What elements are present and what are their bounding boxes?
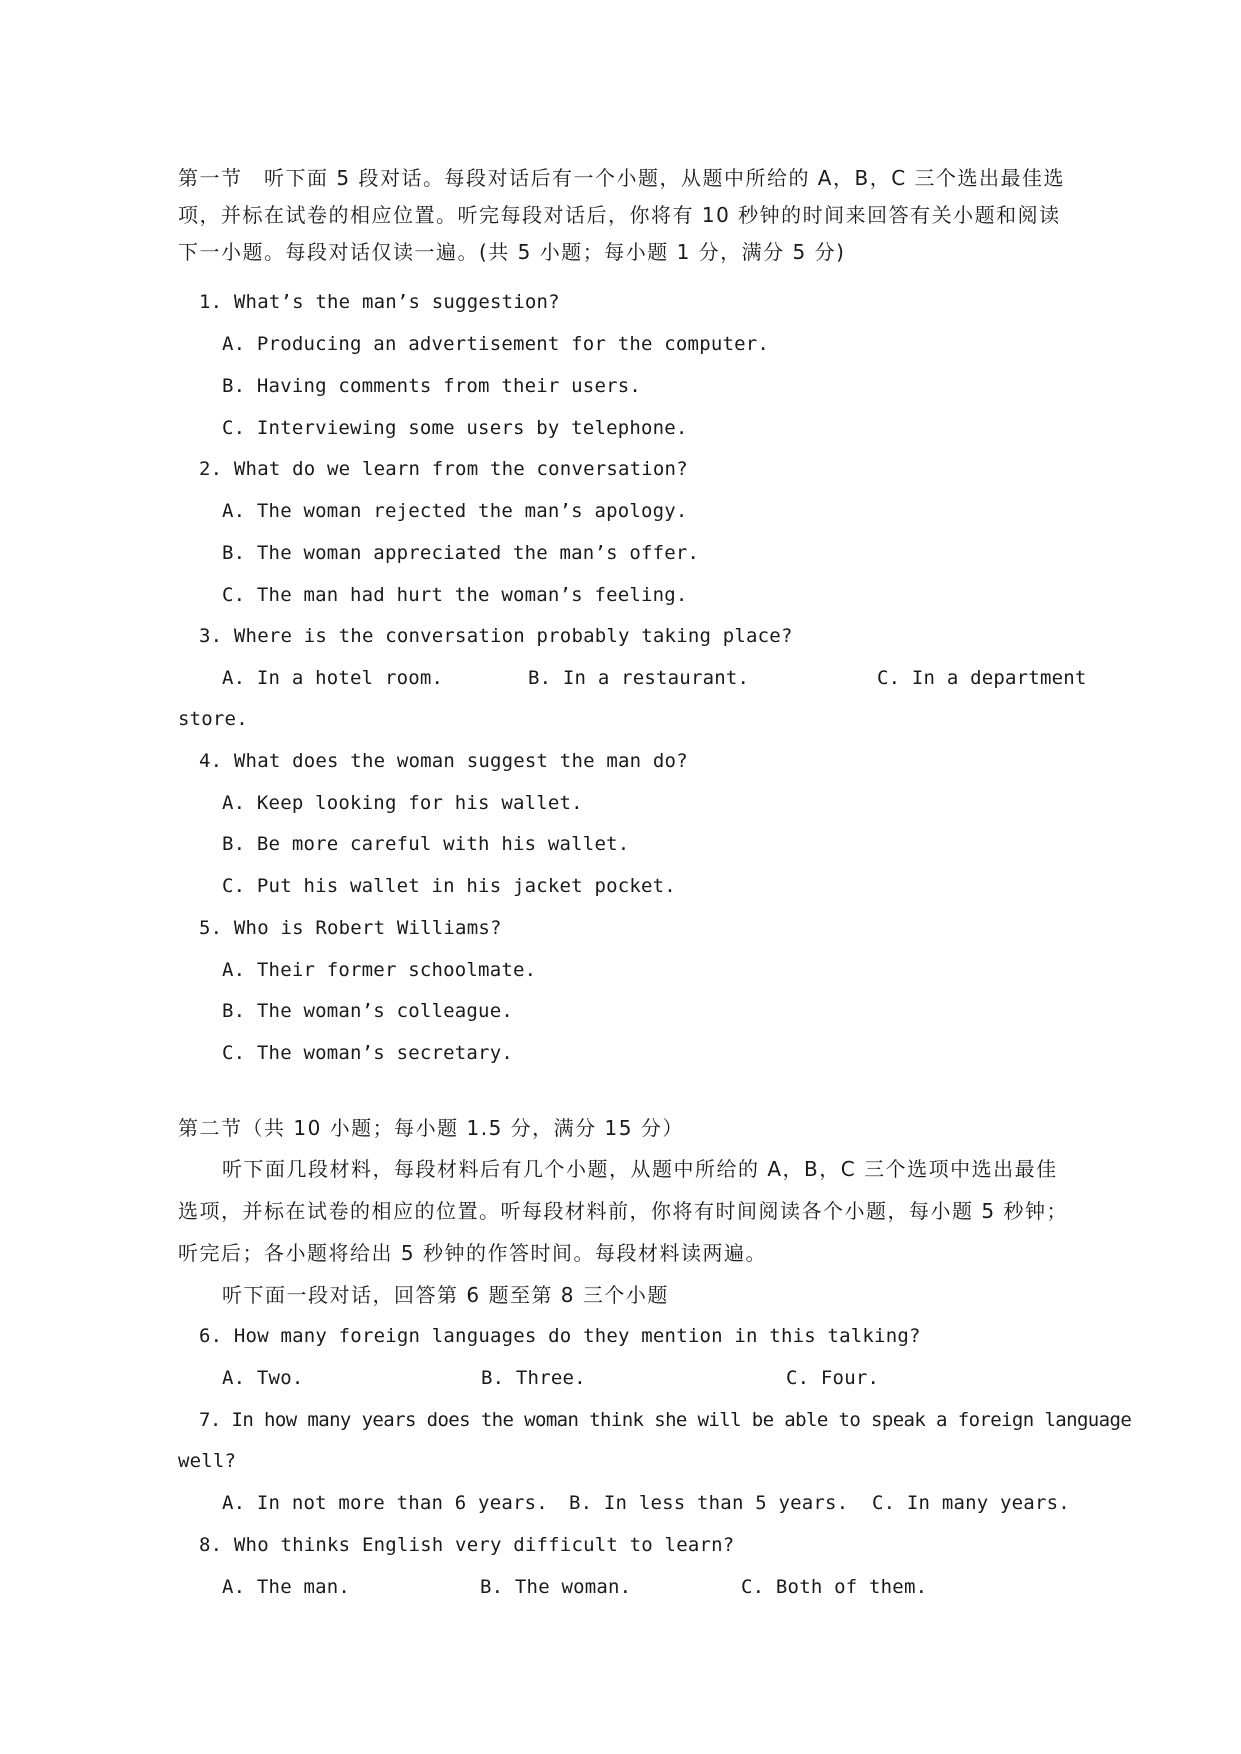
q7-option-a: A. In not more than 6 years. <box>222 1492 548 1514</box>
q2-option-b: B. The woman appreciated the man’s offer. <box>222 542 700 564</box>
question-2: 2. What do we learn from the conversation? <box>199 458 688 480</box>
q3-option-c-wrap: store. <box>178 708 248 730</box>
question-6: 6. How many foreign languages do they mention in this talking? <box>199 1325 921 1347</box>
question-3: 3. Where is the conversation probably taking place? <box>199 625 793 647</box>
q8-option-a: A. The man. <box>222 1576 351 1598</box>
question-8: 8. Who thinks English very difficult to learn? <box>199 1534 735 1556</box>
q6-option-c: C. Four. <box>786 1367 880 1389</box>
question-1: 1. What’s the man’s suggestion? <box>199 291 560 313</box>
q7-option-b: B. In less than 5 years. <box>569 1492 849 1514</box>
q1-option-a: A. Producing an advertisement for the computer. <box>222 333 770 355</box>
q7-option-c: C. In many years. <box>872 1492 1070 1514</box>
q4-option-c: C. Put his wallet in his jacket pocket. <box>222 875 676 897</box>
q4-option-a: A. Keep looking for his wallet. <box>222 792 583 814</box>
question-5: 5. Who is Robert Williams? <box>199 917 502 939</box>
q7-question-wrap: well? <box>178 1450 237 1472</box>
q3-option-b: B. In a restaurant. <box>528 667 750 689</box>
q8-option-b: B. The woman. <box>480 1576 632 1598</box>
q2-option-c: C. The man had hurt the woman’s feeling. <box>222 584 688 606</box>
question-4: 4. What does the woman suggest the man do? <box>199 750 688 772</box>
section2-intro-line-3: 听完后；各小题将给出 5 秒钟的作答时间。每段材料读两遍。 <box>178 1241 767 1265</box>
question-7: 7. In how many years does the woman think she will be able to speak a foreign language <box>199 1409 1132 1431</box>
section1-intro-line-2: 项，并标在试卷的相应位置。听完每段对话后，你将有 10 秒钟的时间来回答有关小题和阅读 <box>178 203 1061 227</box>
q5-option-c: C. The woman’s secretary. <box>222 1042 513 1064</box>
q6-option-b: B. Three. <box>481 1367 586 1389</box>
section2-intro-line-1: 听下面几段材料，每段材料后有几个小题，从题中所给的 A，B，C 三个选项中选出最佳 <box>222 1157 1058 1181</box>
q2-option-a: A. The woman rejected the man’s apology. <box>222 500 688 522</box>
q3-option-a: A. In a hotel room. <box>222 667 444 689</box>
section2-instruction: 听下面一段对话，回答第 6 题至第 8 三个小题 <box>222 1283 669 1307</box>
q3-option-c: C. In a department <box>877 667 1087 689</box>
q8-option-c: C. Both of them. <box>741 1576 928 1598</box>
section1-intro-line-1: 第一节 听下面 5 段对话。每段对话后有一个小题，从题中所给的 A，B，C 三个选出最佳选 <box>178 166 1066 190</box>
q1-option-b: B. Having comments from their users. <box>222 375 642 397</box>
q6-option-a: A. Two. <box>222 1367 304 1389</box>
section2-heading: 第二节（共 10 小题；每小题 1.5 分，满分 15 分） <box>178 1116 684 1140</box>
section1-intro-line-3: 下一小题。每段对话仅读一遍。(共 5 小题；每小题 1 分，满分 5 分) <box>178 240 846 264</box>
q5-option-b: B. The woman’s colleague. <box>222 1000 513 1022</box>
q1-option-c: C. Interviewing some users by telephone. <box>222 417 688 439</box>
q4-option-b: B. Be more careful with his wallet. <box>222 833 630 855</box>
section2-intro-line-2: 选项，并标在试卷的相应的位置。听每段材料前，你将有时间阅读各个小题，每小题 5 秒钟； <box>178 1199 1068 1223</box>
q5-option-a: A. Their former schoolmate. <box>222 959 537 981</box>
